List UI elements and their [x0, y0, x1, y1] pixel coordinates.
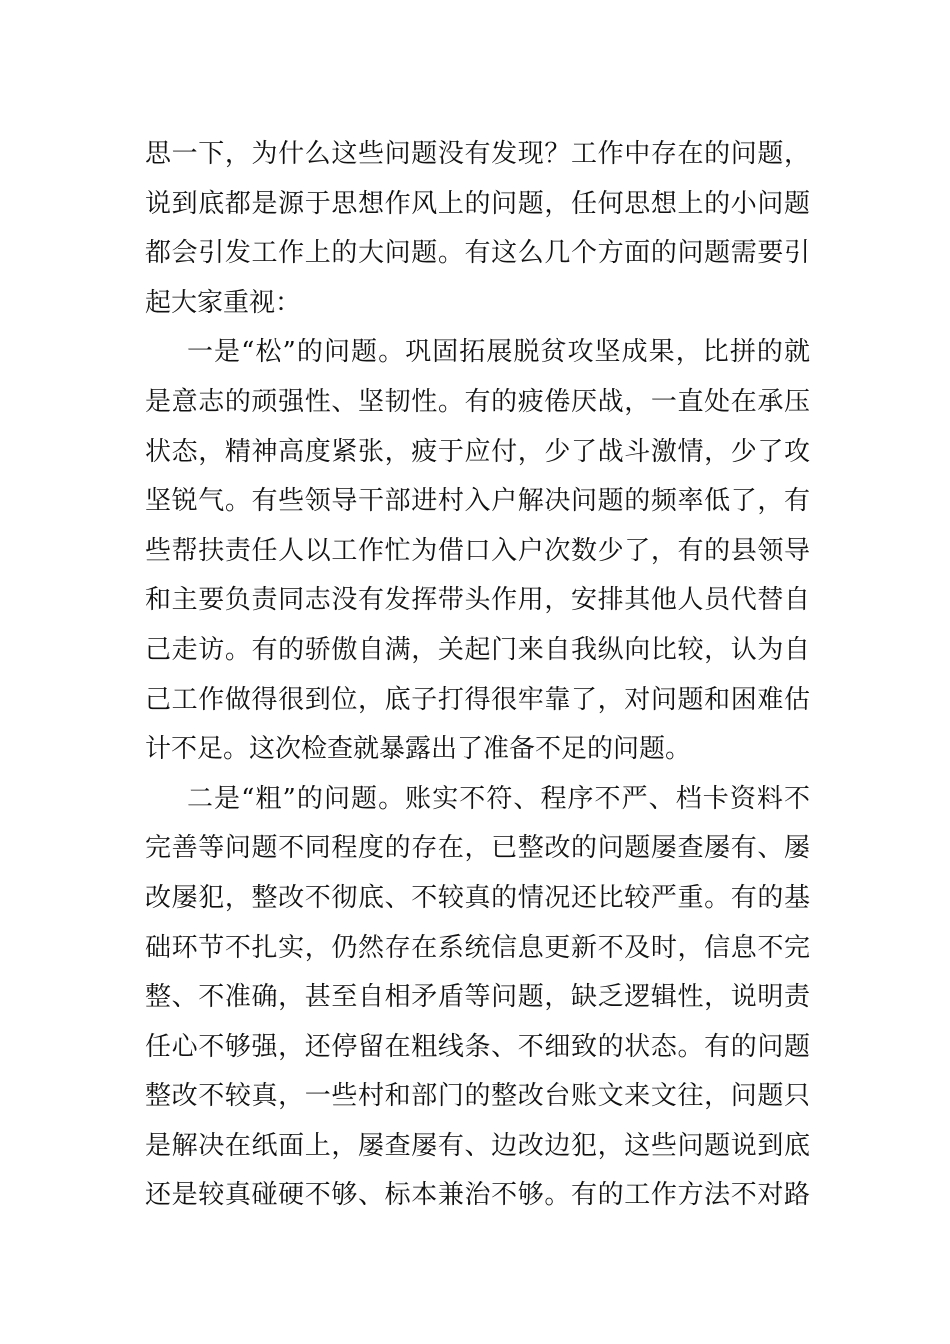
text-line: 思一下，为什么这些问题没有发现？工作中存在的问题，: [145, 139, 810, 169]
text-line: 任心不够强，还停留在粗线条、不细致的状态。有的问题: [145, 1031, 810, 1062]
text-line: 都会引发工作上的大问题。有这么几个方面的问题需要引: [145, 238, 810, 269]
text-line: 说到底都是源于思想作风上的问题，任何思想上的小问题: [145, 188, 810, 219]
text-line: 己工作做得很到位，底子打得很牢靠了，对问题和困难估: [145, 684, 810, 715]
text-line: 础环节不扎实，仍然存在系统信息更新不及时，信息不完: [145, 932, 810, 963]
text-line: 计不足。这次检查就暴露出了准备不足的问题。: [145, 734, 692, 765]
text-line: 是解决在纸面上，屡查屡有、边改边犯，这些问题说到底: [145, 1130, 810, 1161]
text-line: 些帮扶责任人以工作忙为借口入户次数少了，有的县领导: [145, 535, 810, 566]
paragraph-first-line: 二是“粗”的问题。账实不符、程序不严、档卡资料不: [187, 783, 810, 814]
text-line: 整、不准确，甚至自相矛盾等问题，缺乏逻辑性，说明责: [145, 982, 810, 1013]
text-line: 是意志的顽强性、坚韧性。有的疲倦厌战，一直处在承压: [145, 386, 810, 417]
text-line: 坚锐气。有些领导干部进村入户解决问题的频率低了，有: [145, 486, 810, 517]
text-line: 完善等问题不同程度的存在，已整改的问题屡查屡有、屡: [145, 833, 810, 864]
text-line: 还是较真碰硬不够、标本兼治不够。有的工作方法不对路: [145, 1180, 810, 1211]
text-line: 和主要负责同志没有发挥带头作用，安排其他人员代替自: [145, 585, 810, 616]
paragraph-first-line: 一是“松”的问题。巩固拓展脱贫攻坚成果，比拼的就: [187, 337, 810, 368]
text-line: 起大家重视：: [145, 287, 302, 318]
text-line: 整改不较真，一些村和部门的整改台账文来文往，问题只: [145, 1081, 810, 1112]
text-line: 状态，精神高度紧张，疲于应付，少了战斗激情，少了攻: [145, 436, 810, 467]
text-line: 己走访。有的骄傲自满，关起门来自我纵向比较，认为自: [145, 634, 810, 665]
body-text: [145, 130, 810, 1221]
text-line: 改屡犯，整改不彻底、不较真的情况还比较严重。有的基: [145, 882, 810, 913]
